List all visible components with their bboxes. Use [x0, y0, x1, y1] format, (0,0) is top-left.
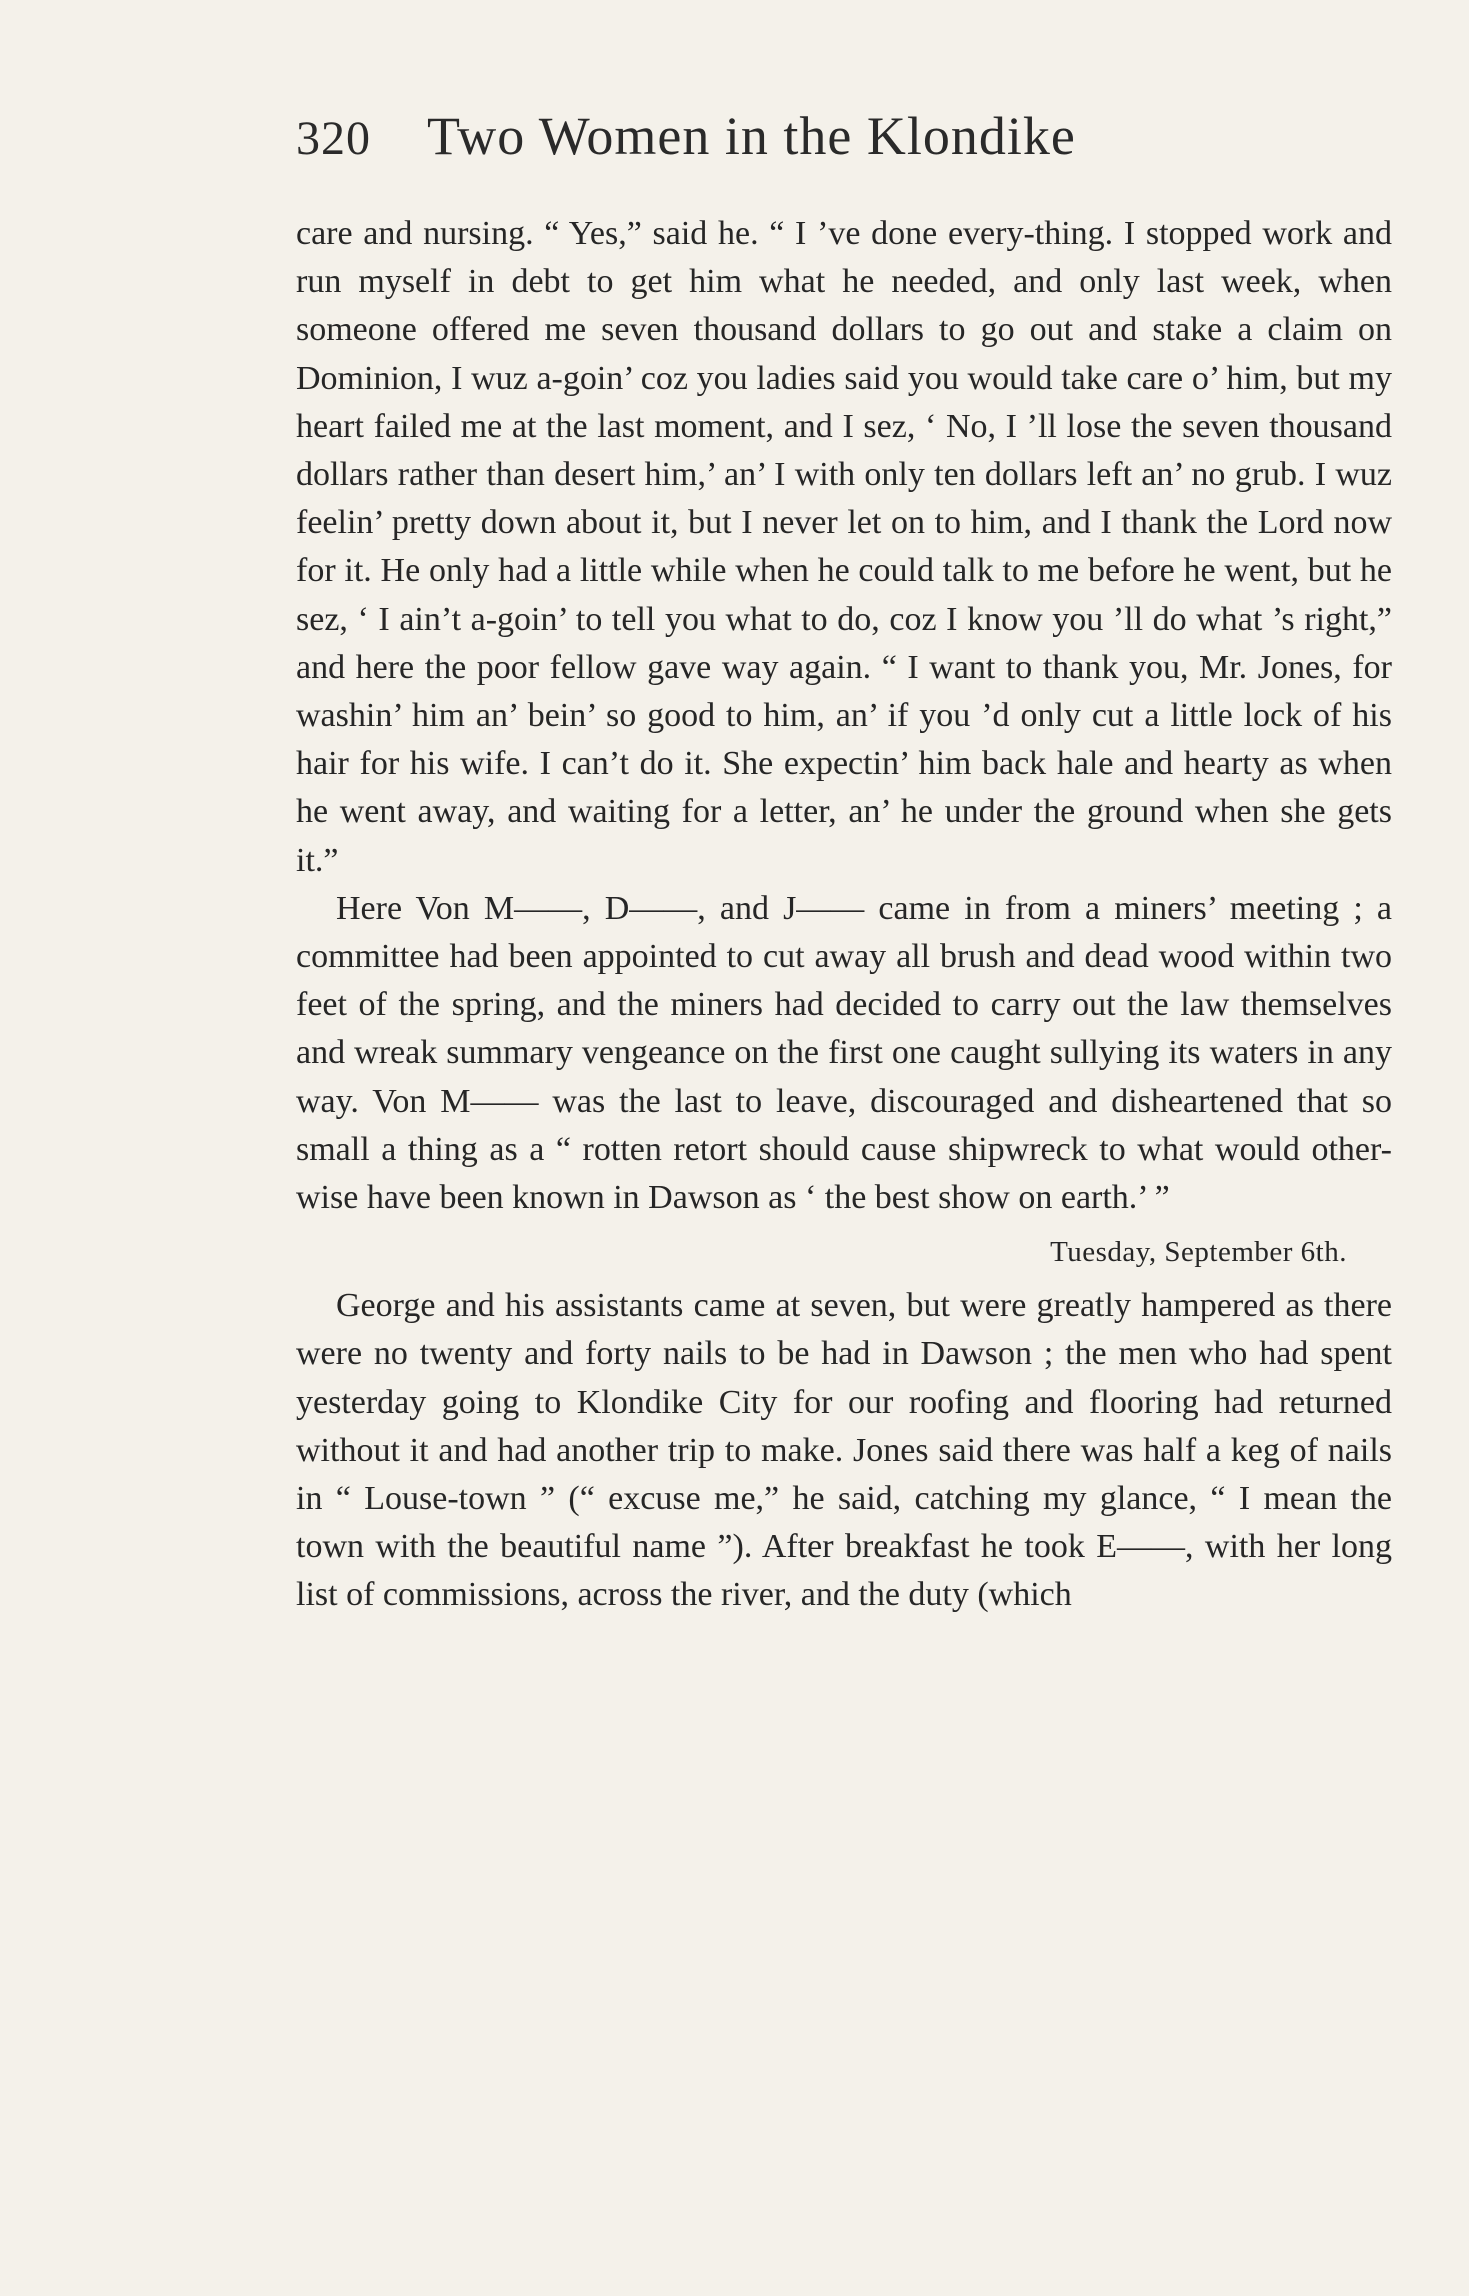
paragraph-miners-meeting: Here Von M——, D——, and J—— came in from a miners’ meeting ; a committee had been appointed to cut away all brush and dead wood within two feet of the spring, and the miners had decided to carry out the law themselves and wreak summary vengeance on the first one caught sullying its waters in any way. Von M—— was the last to leave, discouraged and disheartened that so small a thing as a “ rotten retort should cause shipwreck to what would other-wise have been known in Dawson as ‘ the best show on earth.’ ”	[296, 889, 1392, 1217]
paragraph-continued: care and nursing. “ Yes,” said he. “ I ’ve done every-thing. I stopped work and run myself in debt to get him what he needed, and only last week, when someone offered me seven thousand dollars to go out and stake a claim on Dominion, I wuz a-goin’ coz you ladies said you would take care o’ him, but my heart failed me at the last moment, and I sez, ‘ No, I ’ll lose the seven thousand dollars rather than desert him,’ an’ I with only ten dollars left an’ no grub. I wuz feelin’ pretty down about it, but I never let on to him, and I thank the Lord now for it. He only had a little while when he could talk to me before he went, but he sez, ‘ I ain’t a-goin’ to tell you what to do, coz I know you ’ll do what ’s right,” and here the poor fellow gave way again. “ I want to thank you, Mr. Jones, for washin’ him an’ bein’ so good to him, an’ if you ’d only cut a little lock of his hair for his wife. I can’t do it. She expectin’ him back hale and hearty as when he went away, and waiting for a letter, an’ he under the ground when she gets it.”	[296, 215, 1392, 879]
running-title: Two Women in the Klondike	[427, 106, 1076, 166]
page-header	[296, 105, 1296, 175]
page-number: 320	[296, 112, 371, 165]
body-text	[296, 210, 1392, 1620]
paragraph-george-assistants: George and his assistants came at seven, but were greatly hampered as there were no twenty and forty nails to be had in Dawson ; the men who had spent yesterday going to Klondike City for our roofing and flooring had returned without it and had another trip to make. Jones said there was half a keg of nails in “ Louse-town ” (“ excuse me,” he said, catching my glance, “ I mean the town with the beautiful name ”). After breakfast he took E——, with her long list of commissions, across the river, and the duty (which	[296, 1287, 1392, 1614]
diary-dateline: Tuesday, September 6th.	[1050, 1236, 1347, 1269]
